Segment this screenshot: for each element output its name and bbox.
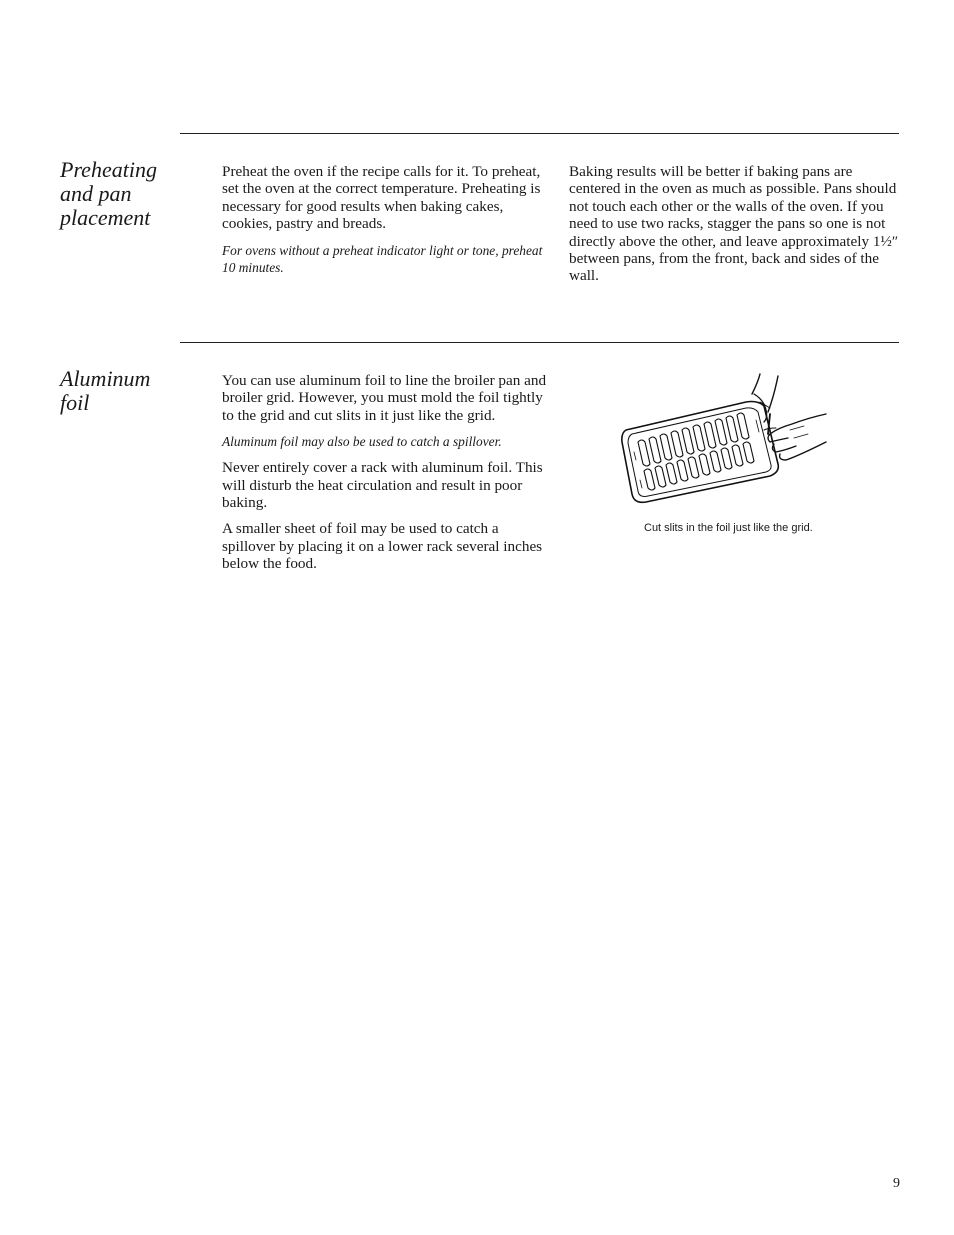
preheating-paragraph: Preheat the oven if the recipe calls for it. To preheat, set the oven at the correct temperature. Preheating is necessary for good results when baking cakes, cookies, pastry and breads. [222,163,541,233]
pan-placement-column [569,163,899,294]
section-heading-preheating: Preheating and pan placement [60,157,157,230]
section-heading-aluminum-foil: Aluminum foil [60,366,151,415]
section-divider [180,342,899,343]
preheating-left-column [222,163,552,285]
foil-paragraph-3: A smaller sheet of foil may be used to catch a spillover by placing it on a lower rack several inches below the food. [222,520,543,573]
aluminum-foil-column [222,372,552,582]
section-divider [180,133,899,134]
broiler-pan-with-foil-illustration-icon [618,372,830,512]
pan-placement-paragraph: Baking results will be better if baking pans are centered in the oven as much as possible. Pans should not touch each other or the walls of the oven. If you need to use two racks, stagger the pans so one is not directly above the other, and leave approximately 1½″ between pans, from the front, back and sides of the wall. [569,163,899,285]
foil-paragraph-1: You can use aluminum foil to line the broiler pan and broiler grid. However, you must mold the foil tightly to the grid and cut slits in it just like the grid. [222,372,547,424]
foil-paragraph-2: Never entirely cover a rack with aluminum foil. This will disturb the heat circulation and result in poor baking. [222,459,543,512]
page-number: 9 [893,1176,900,1191]
foil-note: Aluminum foil may also be used to catch a spillover. [222,434,502,450]
figure-caption: Cut slits in the foil just like the grid. [644,522,813,534]
preheating-note: For ovens without a preheat indicator light or tone, preheat 10 minutes. [222,242,543,275]
